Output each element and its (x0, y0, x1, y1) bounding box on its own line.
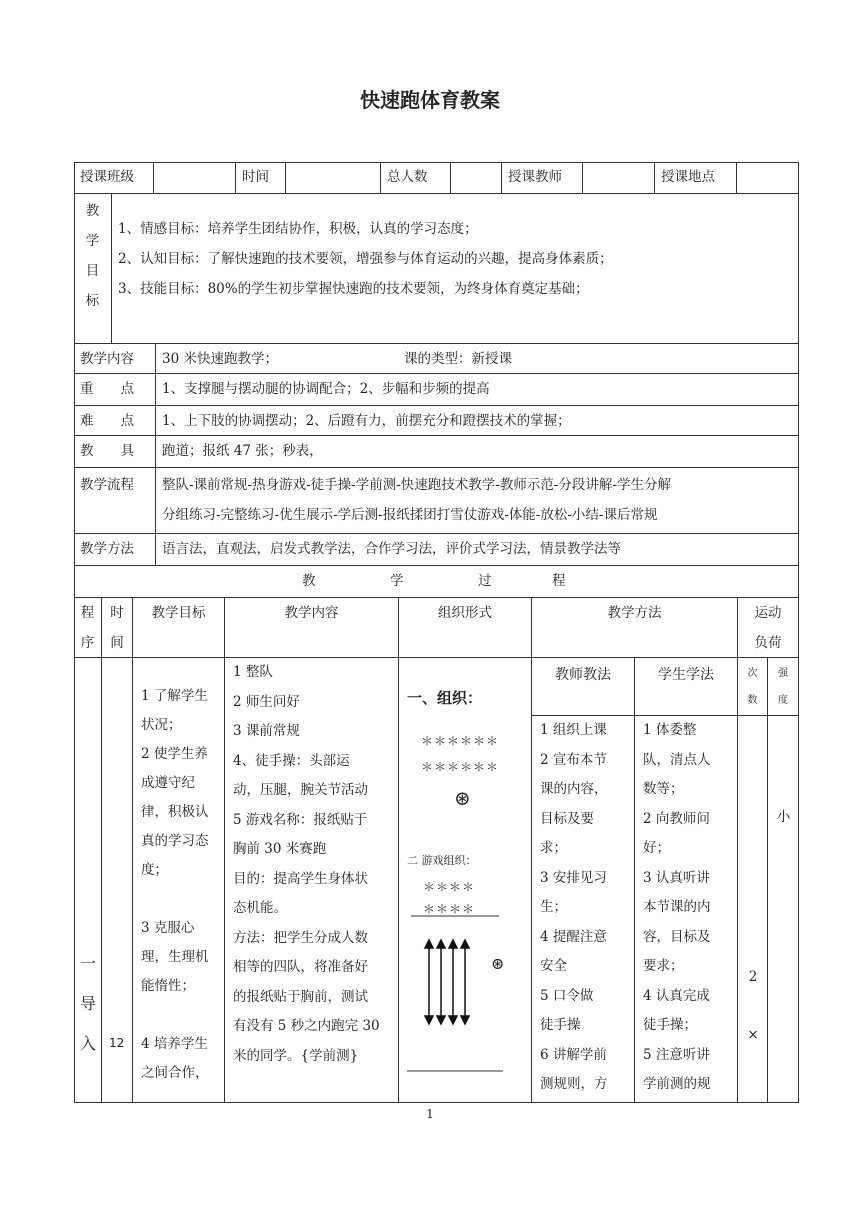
col-load-line: 运动 (754, 605, 782, 621)
section-order (74, 658, 102, 1103)
class-label: 授课班级 (74, 162, 154, 194)
teacher-method-line: 2 宣布本节 (540, 751, 607, 768)
teacher-method-line: 6 讲解学前 (540, 1046, 607, 1063)
col-load (738, 598, 799, 658)
goal-item: 3、技能目标：80%的学生初步掌握快速跑的技术要领，为终身体育奠定基础； (118, 281, 589, 297)
student-method-line: 好； (643, 840, 670, 856)
game-row: ＊＊＊＊ (423, 880, 476, 894)
teacher-method-line: 生； (540, 899, 567, 915)
section-goal-line: 理，生理机 (141, 949, 209, 965)
tools-label: 教 具 (74, 436, 156, 468)
lesson-type: 课的类型：新授课 (404, 351, 512, 367)
total-value (451, 162, 502, 194)
col-method: 教学方法 (532, 598, 738, 658)
process-title-char: 过 (478, 573, 492, 589)
key-label: 重 点 (74, 374, 156, 406)
col-goal: 教学目标 (133, 598, 225, 658)
student-method-line: 数等； (643, 781, 684, 797)
total-label: 总人数 (381, 162, 451, 194)
section-goal-line: 3 克服心 (141, 920, 195, 936)
section-order-char: 入 (80, 1034, 97, 1053)
section-content-line: 2 师生问好 (233, 693, 300, 710)
place-label: 授课地点 (655, 162, 737, 194)
process-title-char: 程 (552, 573, 566, 589)
student-method-line: 本节课的内 (643, 899, 711, 915)
section-goal-line: 真的学习态 (141, 833, 209, 849)
process-title-char: 教 (302, 573, 316, 589)
content-value (156, 344, 799, 374)
teacher-label: 授课教师 (502, 162, 583, 194)
section-content-line: 3 课前常规 (233, 723, 300, 739)
section-goal-line: 度； (141, 862, 168, 878)
section-goal-line: 4 培养学生 (141, 1036, 208, 1052)
teacher-method-line: 4 提醒注意 (540, 928, 607, 945)
goals-label-char: 标 (85, 293, 100, 309)
section-intensity (768, 716, 799, 1103)
student-method-line: 队，清点人 (643, 751, 711, 768)
page-title: 快速跑体育教案 (360, 88, 500, 112)
teacher-method-line: 目标及要 (540, 810, 594, 827)
col-order-char: 序 (80, 635, 95, 651)
col-org: 组织形式 (399, 598, 532, 658)
section-content-line: 5 游戏名称：报纸贴于 (233, 811, 368, 828)
section-goal-line (141, 885, 224, 914)
section-content (225, 658, 399, 1103)
goals-label-char: 目 (85, 263, 100, 279)
section-time (102, 658, 133, 1103)
content-label: 教学内容 (74, 344, 156, 374)
goals-label-char: 学 (85, 233, 100, 249)
student-method-line: 徒手操； (643, 1017, 697, 1033)
teacher-method-line: 安全 (540, 958, 567, 974)
student-method-line: 5 注意听讲 (643, 1046, 710, 1063)
place-value (737, 162, 799, 194)
count-header-char: 次 (747, 668, 758, 679)
section-content-line: 方法：把学生分成人数 (233, 929, 368, 946)
section-content-line: 目的：提高学生身体状 (233, 870, 368, 887)
intensity-header-char: 度 (778, 695, 788, 706)
col-load-line: 负荷 (754, 635, 782, 651)
section-content-line: 4、徒手操：头部运 (233, 752, 350, 769)
intensity-header-char: 强 (778, 668, 788, 679)
section-content-line: 的报纸贴于胸前，测试 (233, 988, 368, 1005)
count-value: 2 (748, 969, 758, 985)
section-content-line: 动，压腿，腕关节活动 (233, 782, 368, 798)
section-goal-line: 成遵守纪 (141, 775, 195, 791)
section-order-char: 导 (80, 994, 97, 1013)
goal-item: 1、情感目标：培养学生团结协作，积极，认真的学习态度； (118, 221, 478, 237)
section-goal-line: 律，积极认 (141, 804, 209, 820)
teacher-method-line: 课的内容， (540, 781, 608, 797)
section-student-method (635, 716, 738, 1103)
process-title-char: 学 (390, 573, 404, 589)
student-method-line: 2 向教师问 (643, 810, 710, 827)
count-times-icon: × (747, 1027, 759, 1043)
time-value (286, 162, 381, 194)
student-method-header: 学生学法 (635, 658, 738, 716)
teacher-method-line: 5 口令做 (540, 987, 594, 1004)
run-lanes-diagram (399, 658, 532, 1103)
class-value (154, 162, 236, 194)
run-arrows (425, 940, 469, 1024)
goals-label-char: 教 (85, 203, 100, 219)
content-text: 30 米快速跑教学； (162, 351, 278, 367)
goal-item: 2、认知目标：了解快速跑的技术要领，增强参与体育运动的兴趣，提高身体素质； (118, 251, 613, 267)
goals-content (112, 194, 799, 344)
goals-label (74, 194, 112, 344)
section-goal-line (141, 1001, 224, 1030)
key-value: 1、支撑腿与摆动腿的协调配合；2、步幅和步频的提高 (156, 374, 799, 406)
tools-value: 跑道；报纸 47 张；秒表， (156, 436, 799, 468)
section-teacher-method (532, 716, 635, 1103)
col-time (102, 598, 133, 658)
count-header (738, 658, 768, 716)
org-row: ＊＊＊＊＊＊ (421, 760, 500, 774)
flow-line: 整队-课前常规-热身游戏-徒手操-学前测-快速跑技术教学-教师示范-分段讲解-学生分解 (162, 477, 671, 493)
flow-value (156, 468, 799, 534)
flow-label: 教学流程 (74, 468, 156, 534)
teacher-method-header: 教师教法 (532, 658, 635, 716)
teacher-position-icon: ⊛ (454, 786, 471, 810)
difficult-label: 难 点 (74, 406, 156, 436)
col-time-char: 时 (110, 605, 124, 621)
student-method-line: 4 认真完成 (643, 987, 710, 1004)
col-time-char: 间 (110, 635, 124, 651)
game-row: ＊＊＊＊ (423, 902, 476, 916)
section-goal-line: 1 了解学生 (141, 688, 208, 704)
page-number: 1 (426, 1107, 434, 1121)
teacher-position-icon: ⊛ (491, 954, 505, 973)
game-title: 二 游戏组织： (407, 854, 477, 867)
section-order-char: 一 (80, 954, 97, 973)
section-count (738, 716, 768, 1103)
org-row: ＊＊＊＊＊＊ (421, 734, 500, 748)
section-content-line: 米的同学。{学前测} (233, 1047, 359, 1064)
student-method-line: 1 体委整 (643, 722, 697, 738)
student-method-line: 学前测的规 (643, 1076, 711, 1092)
student-method-line: 要求； (643, 958, 684, 974)
teacher-method-line: 1 组织上课 (540, 722, 607, 738)
flow-line: 分组练习-完整练习-优生展示-学后测-报纸揉团打雪仗游戏-体能-放松-小结-课后常规 (162, 507, 658, 523)
count-header-char: 数 (747, 695, 758, 706)
teacher-method-line: 测规则，方 (540, 1076, 608, 1092)
section-org (399, 658, 532, 1103)
section-goal-line: 能惰性； (141, 978, 195, 994)
section-content-line: 胸前 30 米赛跑 (233, 841, 327, 857)
section-content-line: 相等的四队，将准备好 (233, 959, 368, 975)
method-label: 教学方法 (74, 534, 156, 566)
section-goal-line: 2 使学生养 (141, 746, 208, 762)
col-content: 教学内容 (225, 598, 399, 658)
section-goal-line: 之间合作， (141, 1065, 209, 1081)
difficult-value: 1、上下肢的协调摆动；2、后蹬有力，前摆充分和蹬摆技术的掌握； (156, 406, 799, 436)
intensity-value: 小 (776, 809, 791, 825)
teacher-method-line: 徒手操 (540, 1017, 581, 1033)
section-goals (133, 658, 225, 1103)
col-order (74, 598, 102, 658)
section-content-line: 1 整队 (233, 664, 273, 680)
teacher-method-line: 求； (540, 840, 567, 856)
method-value: 语言法，直观法，启发式教学法，合作学习法，评价式学习法，情景教学法等 (156, 534, 799, 566)
col-order-char: 程 (80, 605, 95, 621)
time-label: 时间 (236, 162, 286, 194)
process-title (74, 566, 799, 598)
section-content-line: 有没有 5 秒之内跑完 30 (233, 1018, 380, 1034)
teacher-value (583, 162, 655, 194)
student-method-line: 容，目标及 (643, 928, 711, 945)
intensity-header (768, 658, 799, 716)
org-title: 一、组织： (407, 689, 483, 707)
section-goal-line: 状况； (141, 717, 182, 733)
section-time-value: 12 (109, 1036, 125, 1050)
teacher-method-line: 3 安排见习 (540, 869, 607, 886)
student-method-line: 3 认真听讲 (643, 869, 710, 886)
section-content-line: 态机能。 (233, 900, 287, 916)
